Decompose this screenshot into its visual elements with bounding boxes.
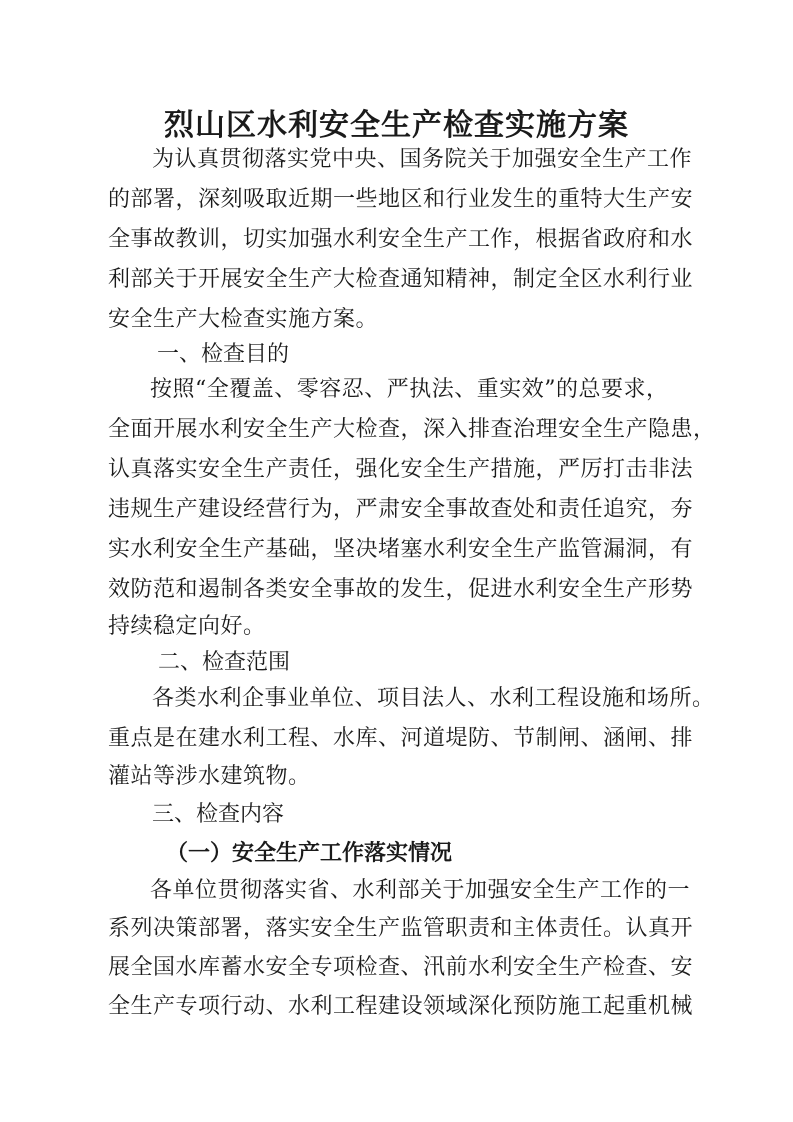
section-1-line-5: 实水利安全生产基础，坚决堵塞水利安全生产监管漏洞，有 xyxy=(108,537,694,562)
intro-line-3: 全事故教训，切实加强水利安全生产工作，根据省政府和水 xyxy=(108,227,694,252)
section-3-line-1: 各单位贯彻落实省、水利部关于加强安全生产工作的一 xyxy=(150,878,691,903)
section-1-line-7: 持续稳定向好。 xyxy=(108,614,266,639)
section-3-line-4: 全生产专项行动、水利工程建设领域深化预防施工起重机械 xyxy=(108,994,694,1019)
section-3-line-3: 展全国水库蓄水安全专项检查、汛前水利安全生产检查、安 xyxy=(108,955,694,980)
intro-line-1: 为认真贯彻落实党中央、国务院关于加强安全生产工作 xyxy=(152,147,693,172)
section-2-line-1: 各类水利企事业单位、项目法人、水利工程设施和场所。 xyxy=(152,686,715,711)
section-3-line-2: 系列决策部署，落实安全生产监管职责和主体责任。认真开 xyxy=(108,916,694,941)
section-2-heading: 二、检查范围 xyxy=(158,650,291,675)
section-3-subheading: （一）安全生产工作落实情况 xyxy=(166,840,453,866)
section-1-line-6: 效防范和遏制各类安全事故的发生，促进水利安全生产形势 xyxy=(108,577,694,602)
document-title: 烈山区水利安全生产检查实施方案 xyxy=(164,108,629,143)
section-2-line-3: 灌站等涉水建筑物。 xyxy=(108,764,311,789)
intro-line-5: 安全生产大检查实施方案。 xyxy=(108,307,379,332)
section-3-heading: 三、检查内容 xyxy=(152,802,285,827)
intro-line-2: 的部署，深刻吸取近期一些地区和行业发生的重特大生产安 xyxy=(108,187,694,212)
section-1-line-4: 违规生产建设经营行为，严肃安全事故查处和责任追究，夯 xyxy=(108,497,694,522)
section-1-line-1: 按照“全覆盖、零容忍、严执法、重实效”的总要求， xyxy=(150,377,669,402)
section-1-line-3: 认真落实安全生产责任，强化安全生产措施，严厉打击非法 xyxy=(108,457,694,482)
section-2-line-2: 重点是在建水利工程、水库、河道堤防、节制闸、涵闸、排 xyxy=(108,726,694,751)
section-1-line-2: 全面开展水利安全生产大检查，深入排查治理安全生产隐患， xyxy=(108,417,716,442)
intro-line-4: 利部关于开展安全生产大检查通知精神，制定全区水利行业 xyxy=(108,267,694,292)
section-1-heading: 一、检查目的 xyxy=(157,342,290,367)
